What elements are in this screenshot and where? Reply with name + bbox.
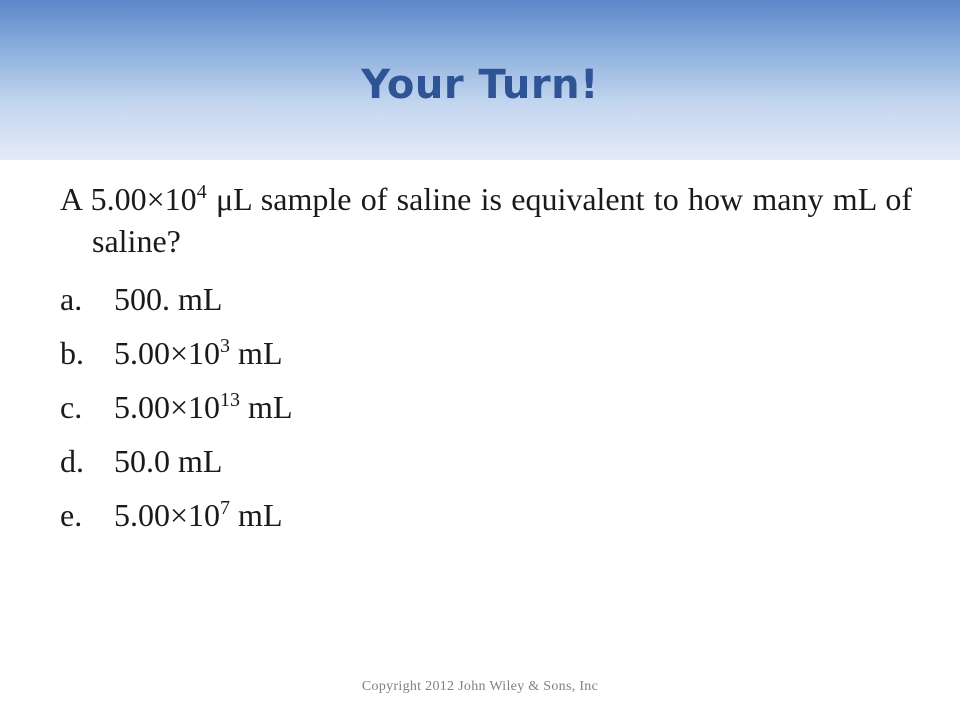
option-value	[114, 494, 282, 548]
option-base: 5.00×10	[114, 497, 221, 533]
option-letter: c.	[60, 389, 83, 425]
option-e	[60, 494, 292, 548]
option-letter: a.	[60, 281, 83, 317]
option-value	[114, 440, 222, 494]
option-base: 5.00×10	[114, 389, 221, 425]
option-letter: e.	[60, 497, 83, 533]
answer-options	[60, 278, 292, 548]
option-unit: mL	[230, 497, 283, 533]
question-suffix: μL sample of saline is equivalent to how many mL of saline?	[92, 181, 913, 259]
option-letter: b.	[60, 335, 84, 371]
option-c	[60, 386, 292, 440]
option-exponent: 3	[220, 335, 231, 357]
option-base: 5.00×10	[114, 335, 221, 371]
option-letter: d.	[60, 443, 84, 479]
option-base: 500. mL	[114, 281, 223, 317]
option-unit: mL	[240, 389, 293, 425]
copyright-footer: Copyright 2012 John Wiley & Sons, Inc	[361, 679, 599, 694]
option-d	[60, 440, 292, 494]
option-a	[60, 278, 292, 332]
option-b	[60, 332, 292, 386]
option-exponent: 7	[220, 497, 231, 519]
question-exponent: 4	[196, 181, 207, 203]
option-exponent: 13	[220, 389, 241, 411]
option-unit: mL	[230, 335, 283, 371]
slide-title: Your Turn!	[361, 62, 599, 108]
question-text	[60, 178, 912, 262]
option-base: 50.0 mL	[114, 443, 223, 479]
option-value	[114, 278, 222, 332]
option-value	[114, 386, 292, 440]
option-value	[114, 332, 282, 386]
question-prefix: A 5.00×10	[60, 181, 197, 217]
